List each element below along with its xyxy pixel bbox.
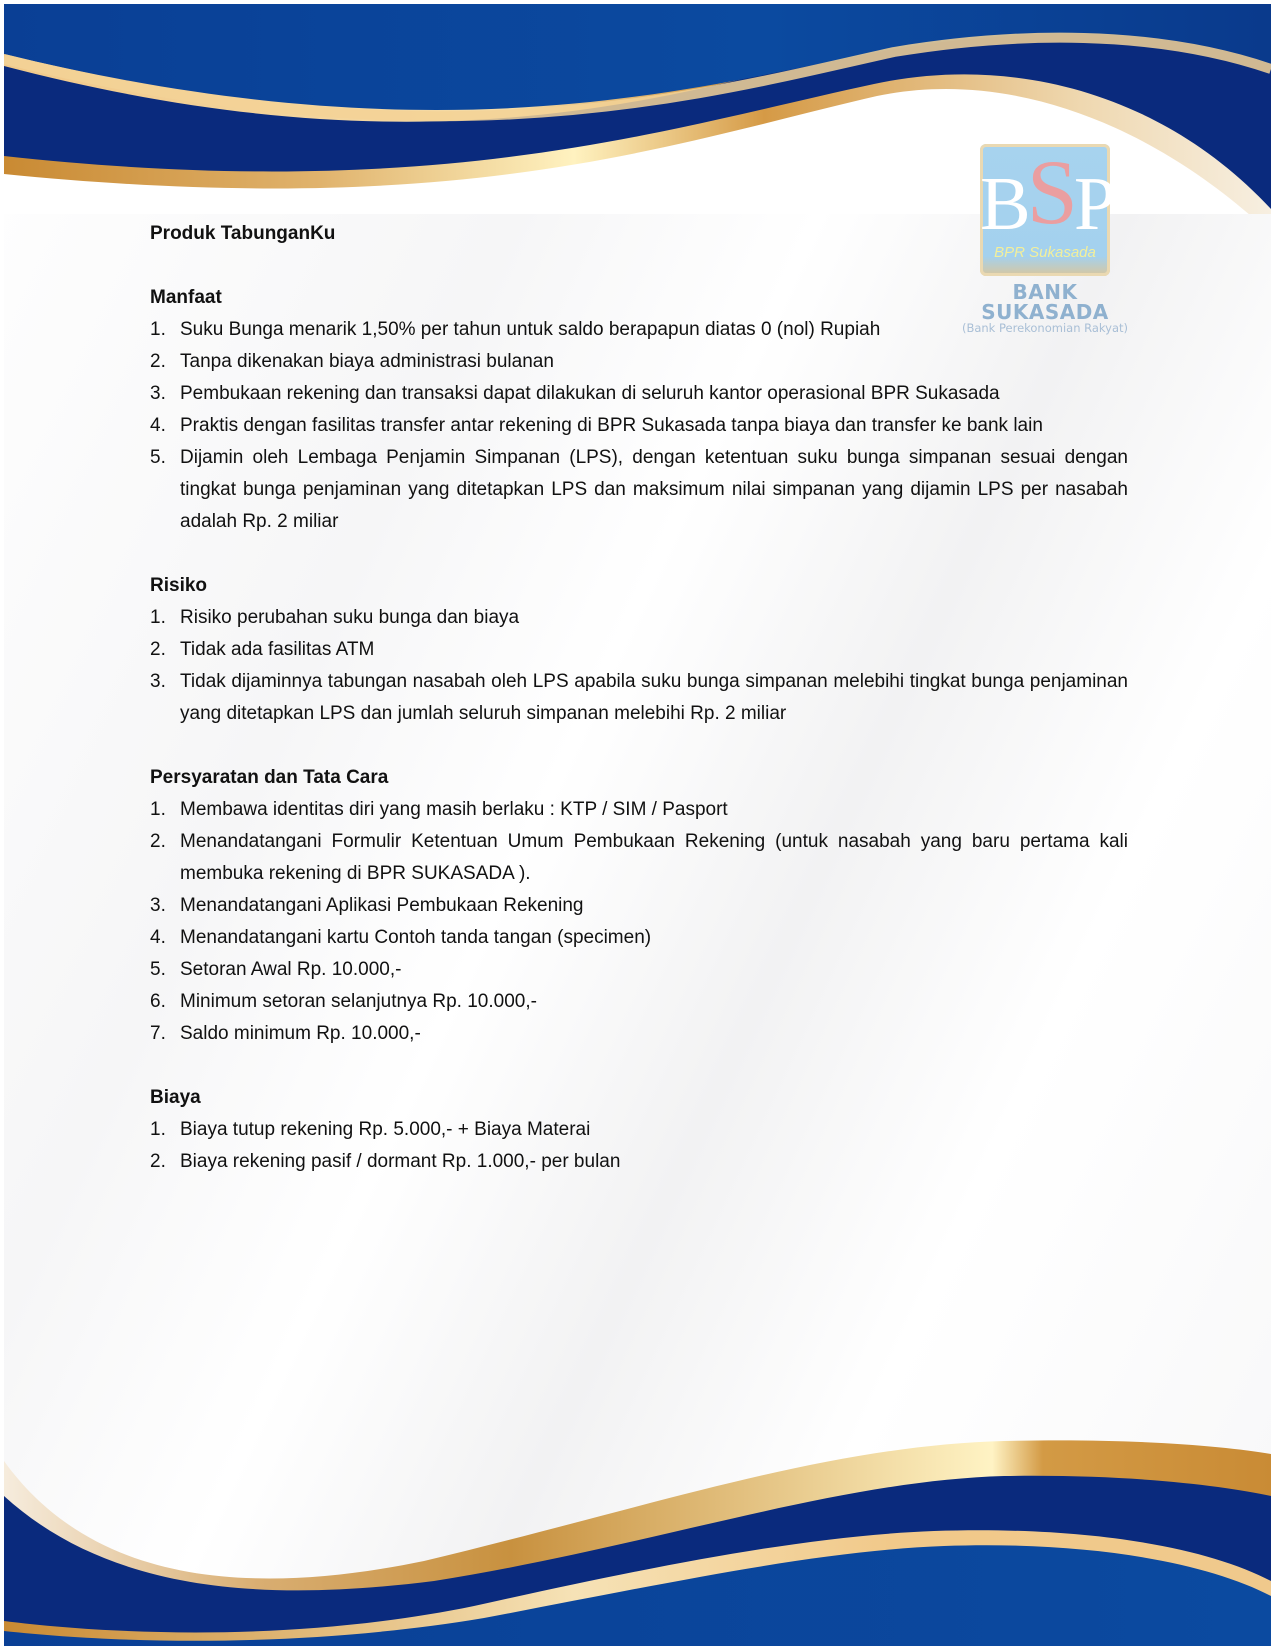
list-item bbox=[150, 794, 1128, 826]
item-number: 5. bbox=[150, 959, 166, 980]
section-persyaratan bbox=[150, 762, 1128, 1050]
item-text: Dijamin oleh Lembaga Penjamin Simpanan (LPS), dengan ketentuan suku bunga simpanan sesuai dengan tingkat bunga penjaminan yang ditetapkan LPS dan maksimum nilai simpanan yang dijamin LPS per nasabah adalah Rp. 2 miliar bbox=[180, 447, 1128, 532]
item-number: 3. bbox=[150, 671, 166, 692]
item-text: Risiko perubahan suku bunga dan biaya bbox=[180, 607, 520, 628]
list-item bbox=[150, 1146, 1128, 1178]
item-number: 1. bbox=[150, 1119, 166, 1140]
section-biaya bbox=[150, 1082, 1128, 1178]
item-number: 7. bbox=[150, 1023, 166, 1044]
item-text: Tanpa dikenakan biaya administrasi bulanan bbox=[180, 351, 554, 372]
list-item bbox=[150, 410, 1128, 442]
list-item bbox=[150, 1018, 1128, 1050]
item-text: Biaya rekening pasif / dormant Rp. 1.000,- per bulan bbox=[180, 1151, 621, 1172]
item-number: 4. bbox=[150, 415, 166, 436]
item-number: 3. bbox=[150, 383, 166, 404]
item-number: 1. bbox=[150, 607, 166, 628]
item-number: 6. bbox=[150, 991, 166, 1012]
section-heading: Biaya bbox=[150, 1087, 201, 1108]
logo-subtitle: BPR Sukasada bbox=[994, 244, 1096, 261]
item-number: 2. bbox=[150, 639, 166, 660]
section-heading: Persyaratan dan Tata Cara bbox=[150, 767, 389, 788]
item-text: Membawa identitas diri yang masih berlaku : KTP / SIM / Pasport bbox=[180, 799, 728, 820]
item-text: Menandatangani kartu Contoh tanda tangan (specimen) bbox=[180, 927, 652, 948]
list-item bbox=[150, 890, 1128, 922]
list-item bbox=[150, 666, 1128, 730]
item-text: Tidak dijaminnya tabungan nasabah oleh LPS apabila suku bunga simpanan melebihi tingkat bunga penjaminan yang ditetapkan LPS dan jumlah seluruh simpanan melebihi Rp. 2 miliar bbox=[180, 671, 1128, 724]
bank-tagline: (Bank Perekonomian Rakyat) bbox=[961, 321, 1129, 335]
section-heading: Manfaat bbox=[150, 287, 222, 308]
section-risiko bbox=[150, 570, 1128, 730]
item-text: Setoran Awal Rp. 10.000,- bbox=[180, 959, 402, 980]
list-item bbox=[150, 954, 1128, 986]
section-manfaat bbox=[150, 282, 1128, 538]
item-number: 2. bbox=[150, 351, 166, 372]
logo-letter-b: B bbox=[980, 162, 1027, 246]
footer-wave-decoration bbox=[4, 1386, 1271, 1646]
item-text: Praktis dengan fasilitas transfer antar rekening di BPR Sukasada tanpa biaya dan transfer ke bank lain bbox=[180, 415, 1043, 436]
section-heading: Risiko bbox=[150, 575, 208, 596]
item-text: Menandatangani Aplikasi Pembukaan Rekening bbox=[180, 895, 584, 916]
requirement-list bbox=[150, 794, 1128, 1050]
risk-list bbox=[150, 602, 1128, 730]
list-item bbox=[150, 1114, 1128, 1146]
item-number: 2. bbox=[150, 1151, 166, 1172]
logo-letter-p: P bbox=[1073, 162, 1113, 246]
list-item bbox=[150, 826, 1128, 890]
document-body bbox=[150, 218, 1128, 1178]
item-number: 1. bbox=[150, 799, 166, 820]
list-item bbox=[150, 378, 1128, 410]
item-number: 5. bbox=[150, 447, 166, 468]
item-text: Saldo minimum Rp. 10.000,- bbox=[180, 1023, 421, 1044]
item-text: Menandatangani Formulir Ketentuan Umum Pembukaan Rekening (untuk nasabah yang baru pertama kali membuka rekening di BPR SUKASADA ). bbox=[180, 831, 1128, 884]
item-text: Biaya tutup rekening Rp. 5.000,- + Biaya Materai bbox=[180, 1119, 591, 1140]
item-number: 1. bbox=[150, 319, 166, 340]
list-item bbox=[150, 922, 1128, 954]
bank-name: BANK SUKASADA bbox=[981, 280, 1109, 324]
list-item bbox=[150, 634, 1128, 666]
fee-list bbox=[150, 1114, 1128, 1178]
item-number: 4. bbox=[150, 927, 166, 948]
item-text: Suku Bunga menarik 1,50% per tahun untuk saldo berapapun diatas 0 (nol) Rupiah bbox=[180, 319, 881, 340]
item-text: Minimum setoran selanjutnya Rp. 10.000,- bbox=[180, 991, 537, 1012]
benefit-list bbox=[150, 314, 1128, 538]
page-title: Produk TabunganKu bbox=[150, 223, 336, 244]
logo-letter-s: S bbox=[1026, 141, 1074, 243]
list-item bbox=[150, 314, 1128, 346]
item-number: 2. bbox=[150, 831, 166, 852]
item-number: 3. bbox=[150, 895, 166, 916]
list-item bbox=[150, 346, 1128, 378]
item-text: Tidak ada fasilitas ATM bbox=[180, 639, 375, 660]
list-item bbox=[150, 986, 1128, 1018]
list-item bbox=[150, 442, 1128, 538]
document-page bbox=[4, 4, 1271, 1646]
item-text: Pembukaan rekening dan transaksi dapat dilakukan di seluruh kantor operasional BPR Sukasada bbox=[180, 383, 1000, 404]
list-item bbox=[150, 602, 1128, 634]
